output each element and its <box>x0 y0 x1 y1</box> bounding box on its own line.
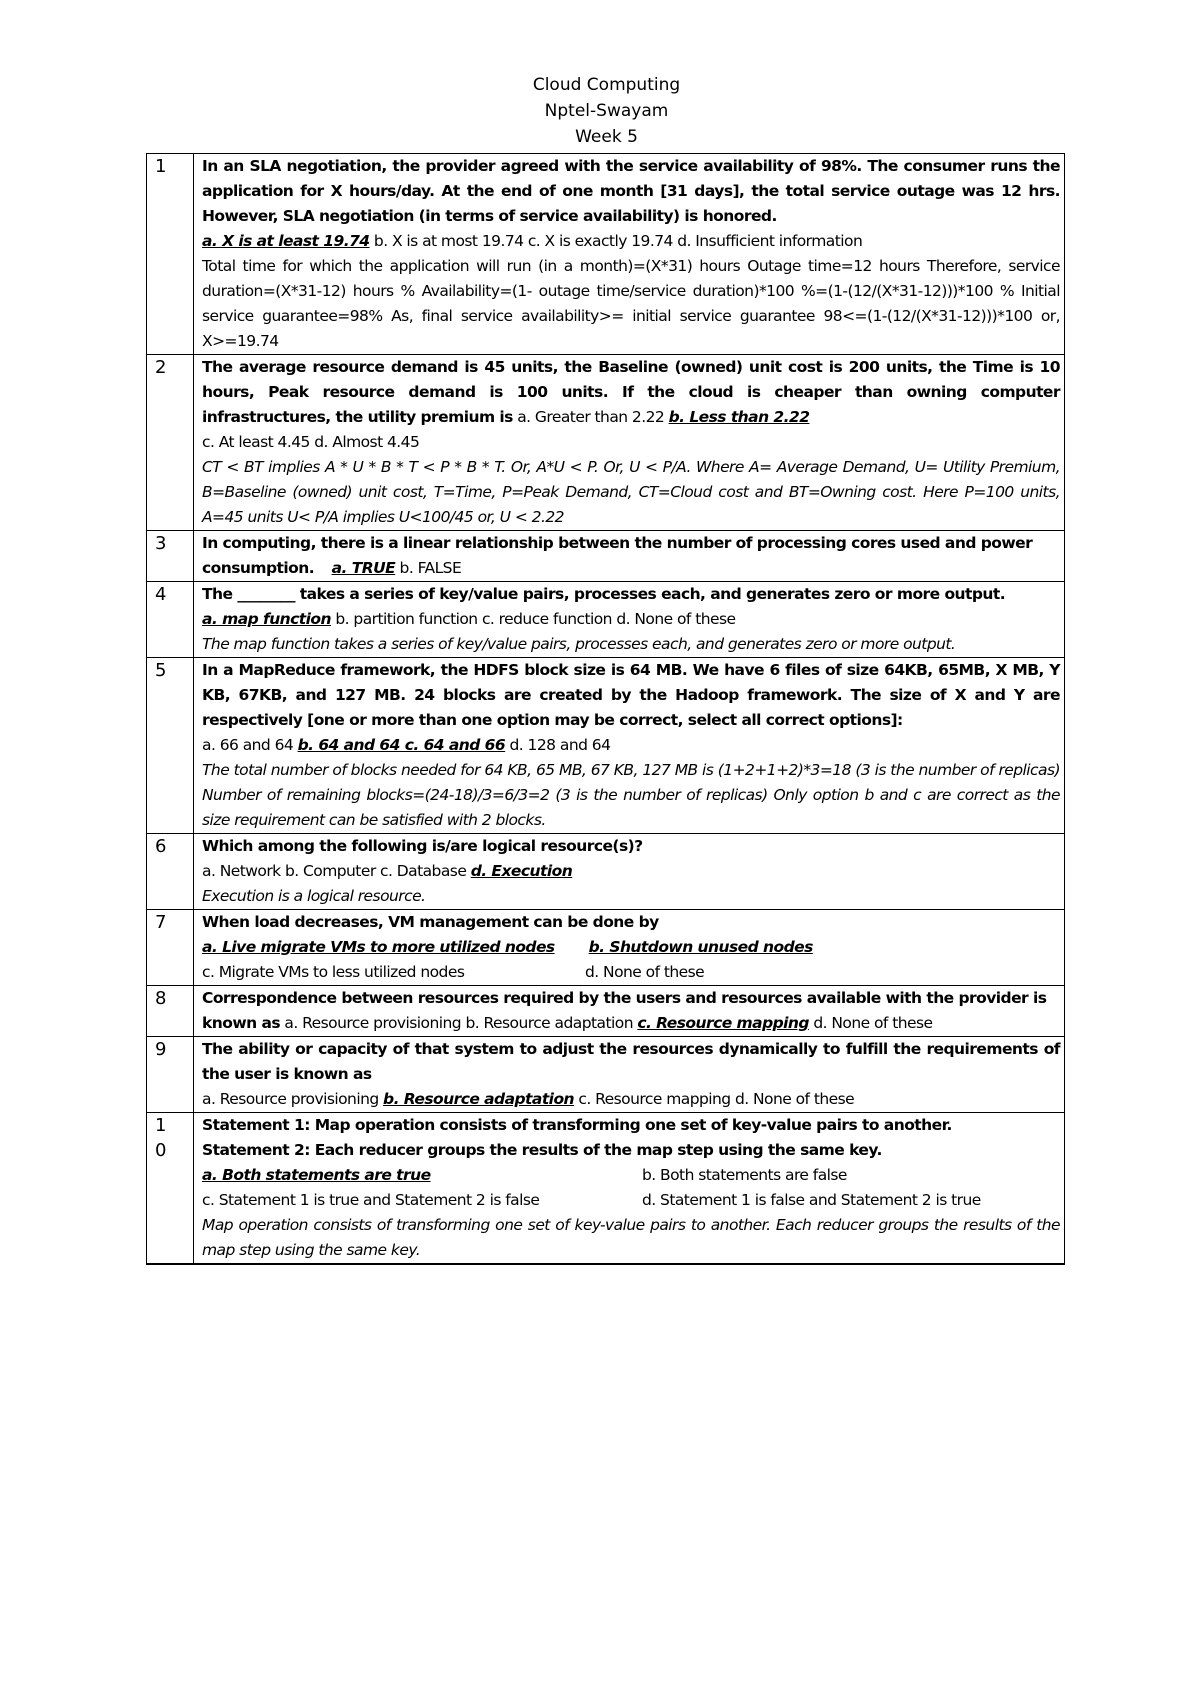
question-cell <box>194 582 1065 658</box>
correct-options: b. 64 and 64 c. 64 and 66 <box>297 736 506 754</box>
question-cell <box>194 1037 1065 1113</box>
question-row-5 <box>147 658 1065 834</box>
question-row-10 <box>147 1113 1065 1265</box>
options-row-2 <box>202 1188 1060 1213</box>
question-number: 1 <box>147 154 194 355</box>
correct-option: b. Less than 2.22 <box>668 408 810 426</box>
question-row-3 <box>147 531 1065 582</box>
question-number: 6 <box>147 834 194 910</box>
question-text: Correspondence between resources required by the users and resources available with the provider is known as <box>202 989 1047 1032</box>
course-platform: Nptel-Swayam <box>544 101 669 121</box>
week-label: Week 5 <box>575 127 638 147</box>
options <box>202 733 1060 758</box>
question-text: In computing, there is a linear relationship between the number of processing cores used and power consumption. <box>202 534 1033 577</box>
solution-text: CT < BT implies A * U * B * T < P * B * T. Or, A*U < P. Or, U < P/A. Where A= Average Demand, U= Utility Premium, B=Baseline (owned) unit cost, T=Time, P=Peak Demand, CT=Cloud cost and BT=Owning cost. Here P=100 units, A=45 units U< P/A implies U<100/45 or, U < 2.22 <box>202 458 1060 526</box>
question-number: 3 <box>147 531 194 582</box>
correct-option-a: a. Live migrate VMs to more utilized nodes <box>202 938 555 956</box>
solution-text: The total number of blocks needed for 64 KB, 65 MB, 67 KB, 127 MB is (1+2+1+2)*3=18 (3 is the number of replicas) Number of remaining blocks=(24-18)/3=6/3=2 (3 is the number of replicas) Only option b and c are correct as the size requirement can be satisfied with 2 blocks. <box>202 761 1060 829</box>
correct-option-b: b. Shutdown unused nodes <box>588 938 813 956</box>
option-a: a. Resource provisioning <box>202 1090 384 1108</box>
options <box>202 859 1060 884</box>
question-cell <box>194 531 1065 582</box>
other-options: b. X is at most 19.74 c. X is exactly 19.74 d. Insufficient information <box>369 232 863 250</box>
other-options: b. partition function c. reduce function d. None of these <box>331 610 736 628</box>
options-ab: a. Resource provisioning b. Resource adaptation <box>280 1014 638 1032</box>
question-number: 7 <box>147 910 194 986</box>
question-cell <box>194 658 1065 834</box>
correct-option: a. map function <box>202 610 332 628</box>
correct-option: d. Execution <box>470 862 573 880</box>
question-text: The average resource demand is 45 units, the Baseline (owned) unit cost is 200 units, the Time is 10 hours, Peak resource demand is 100 units. If the cloud is cheaper than owning computer infrastructures, the utility premium is <box>202 358 1060 426</box>
option-a: a. Greater than 2.22 <box>512 408 669 426</box>
question-row-7 <box>147 910 1065 986</box>
question-text: The ________ takes a series of key/value pairs, processes each, and generates zero or more output. <box>202 585 1006 603</box>
question-number: 4 <box>147 582 194 658</box>
option-c: c. Migrate VMs to less utilized nodes <box>202 963 465 981</box>
options-row-2 <box>202 960 1060 985</box>
options-row-1 <box>202 1163 1060 1188</box>
other-options: c. At least 4.45 d. Almost 4.45 <box>202 433 420 451</box>
question-number: 9 <box>147 1037 194 1113</box>
question-cell <box>194 154 1065 355</box>
question-number: 5 <box>147 658 194 834</box>
question-number: 8 <box>147 986 194 1037</box>
question-cell <box>194 1113 1065 1265</box>
document-header <box>0 72 1200 150</box>
statement-1: Statement 1: Map operation consists of transforming one set of key-value pairs to another. <box>202 1116 952 1134</box>
option-d: d. None of these <box>808 1014 933 1032</box>
question-text: When load decreases, VM management can be done by <box>202 913 659 931</box>
question-row-9 <box>147 1037 1065 1113</box>
question-row-8 <box>147 986 1065 1037</box>
solution-text: The map function takes a series of key/value pairs, processes each, and generates zero or more output. <box>202 635 956 653</box>
solution-text: Execution is a logical resource. <box>202 887 426 905</box>
question-row-1 <box>147 154 1065 355</box>
question-cell <box>194 834 1065 910</box>
options <box>202 607 1060 632</box>
question-row-2 <box>147 355 1065 531</box>
option-b: b. Both statements are false <box>642 1166 847 1184</box>
correct-option: a. X is at least 19.74 <box>202 232 370 250</box>
question-text: Which among the following is/are logical resource(s)? <box>202 837 643 855</box>
correct-option: a. Both statements are true <box>202 1166 431 1184</box>
correct-option: c. Resource mapping <box>637 1014 809 1032</box>
question-row-6 <box>147 834 1065 910</box>
correct-option: a. TRUE <box>331 559 396 577</box>
options <box>202 229 1060 254</box>
other-options: c. Resource mapping d. None of these <box>574 1090 855 1108</box>
other-options: a. Network b. Computer c. Database <box>202 862 471 880</box>
option-d: d. Statement 1 is false and Statement 2 is true <box>642 1191 981 1209</box>
course-title: Cloud Computing <box>532 75 681 95</box>
option-a: a. 66 and 64 <box>202 736 298 754</box>
question-cell <box>194 355 1065 531</box>
question-number: 10 <box>147 1113 194 1265</box>
option-d: d. None of these <box>585 963 705 981</box>
question-cell <box>194 910 1065 986</box>
options-row-1 <box>202 935 1060 960</box>
question-row-4 <box>147 582 1065 658</box>
option-b: b. FALSE <box>395 559 462 577</box>
question-text: The ability or capacity of that system to adjust the resources dynamically to fulfill the requirements of the user is known as <box>202 1040 1060 1083</box>
options <box>202 1087 1060 1112</box>
question-table <box>146 153 1065 1265</box>
option-d: d. 128 and 64 <box>505 736 611 754</box>
solution-text: Map operation consists of transforming one set of key-value pairs to another. Each reducer groups the results of the map step using the same key. <box>202 1216 1060 1259</box>
question-cell <box>194 986 1065 1037</box>
question-text: In a MapReduce framework, the HDFS block size is 64 MB. We have 6 files of size 64KB, 65MB, X MB, Y KB, 67KB, and 127 MB. 24 blocks are created by the Hadoop framework. The size of X and Y are respectively [one or more than one option may be correct, select all correct options]: <box>202 661 1060 729</box>
option-c: c. Statement 1 is true and Statement 2 is false <box>202 1191 540 1209</box>
question-number: 2 <box>147 355 194 531</box>
solution-text: Total time for which the application will run (in a month)=(X*31) hours Outage time=12 hours Therefore, service duration=(X*31-12) hours % Availability=(1- outage time/service duration)*100 %=(1-(12/(X*31-12)))*100 % Initial service guarantee=98% As, final service availability>= initial service guarantee 98<=(1-(12/(X*31-12)))*100 or, X>=19.74 <box>202 257 1060 350</box>
statement-2: Statement 2: Each reducer groups the results of the map step using the same key. <box>202 1141 882 1159</box>
correct-option: b. Resource adaptation <box>383 1090 575 1108</box>
question-text: In an SLA negotiation, the provider agreed with the service availability of 98%. The consumer runs the application for X hours/day. At the end of one month [31 days], the total service outage was 12 hrs. However, SLA negotiation (in terms of service availability) is honored. <box>202 157 1060 225</box>
